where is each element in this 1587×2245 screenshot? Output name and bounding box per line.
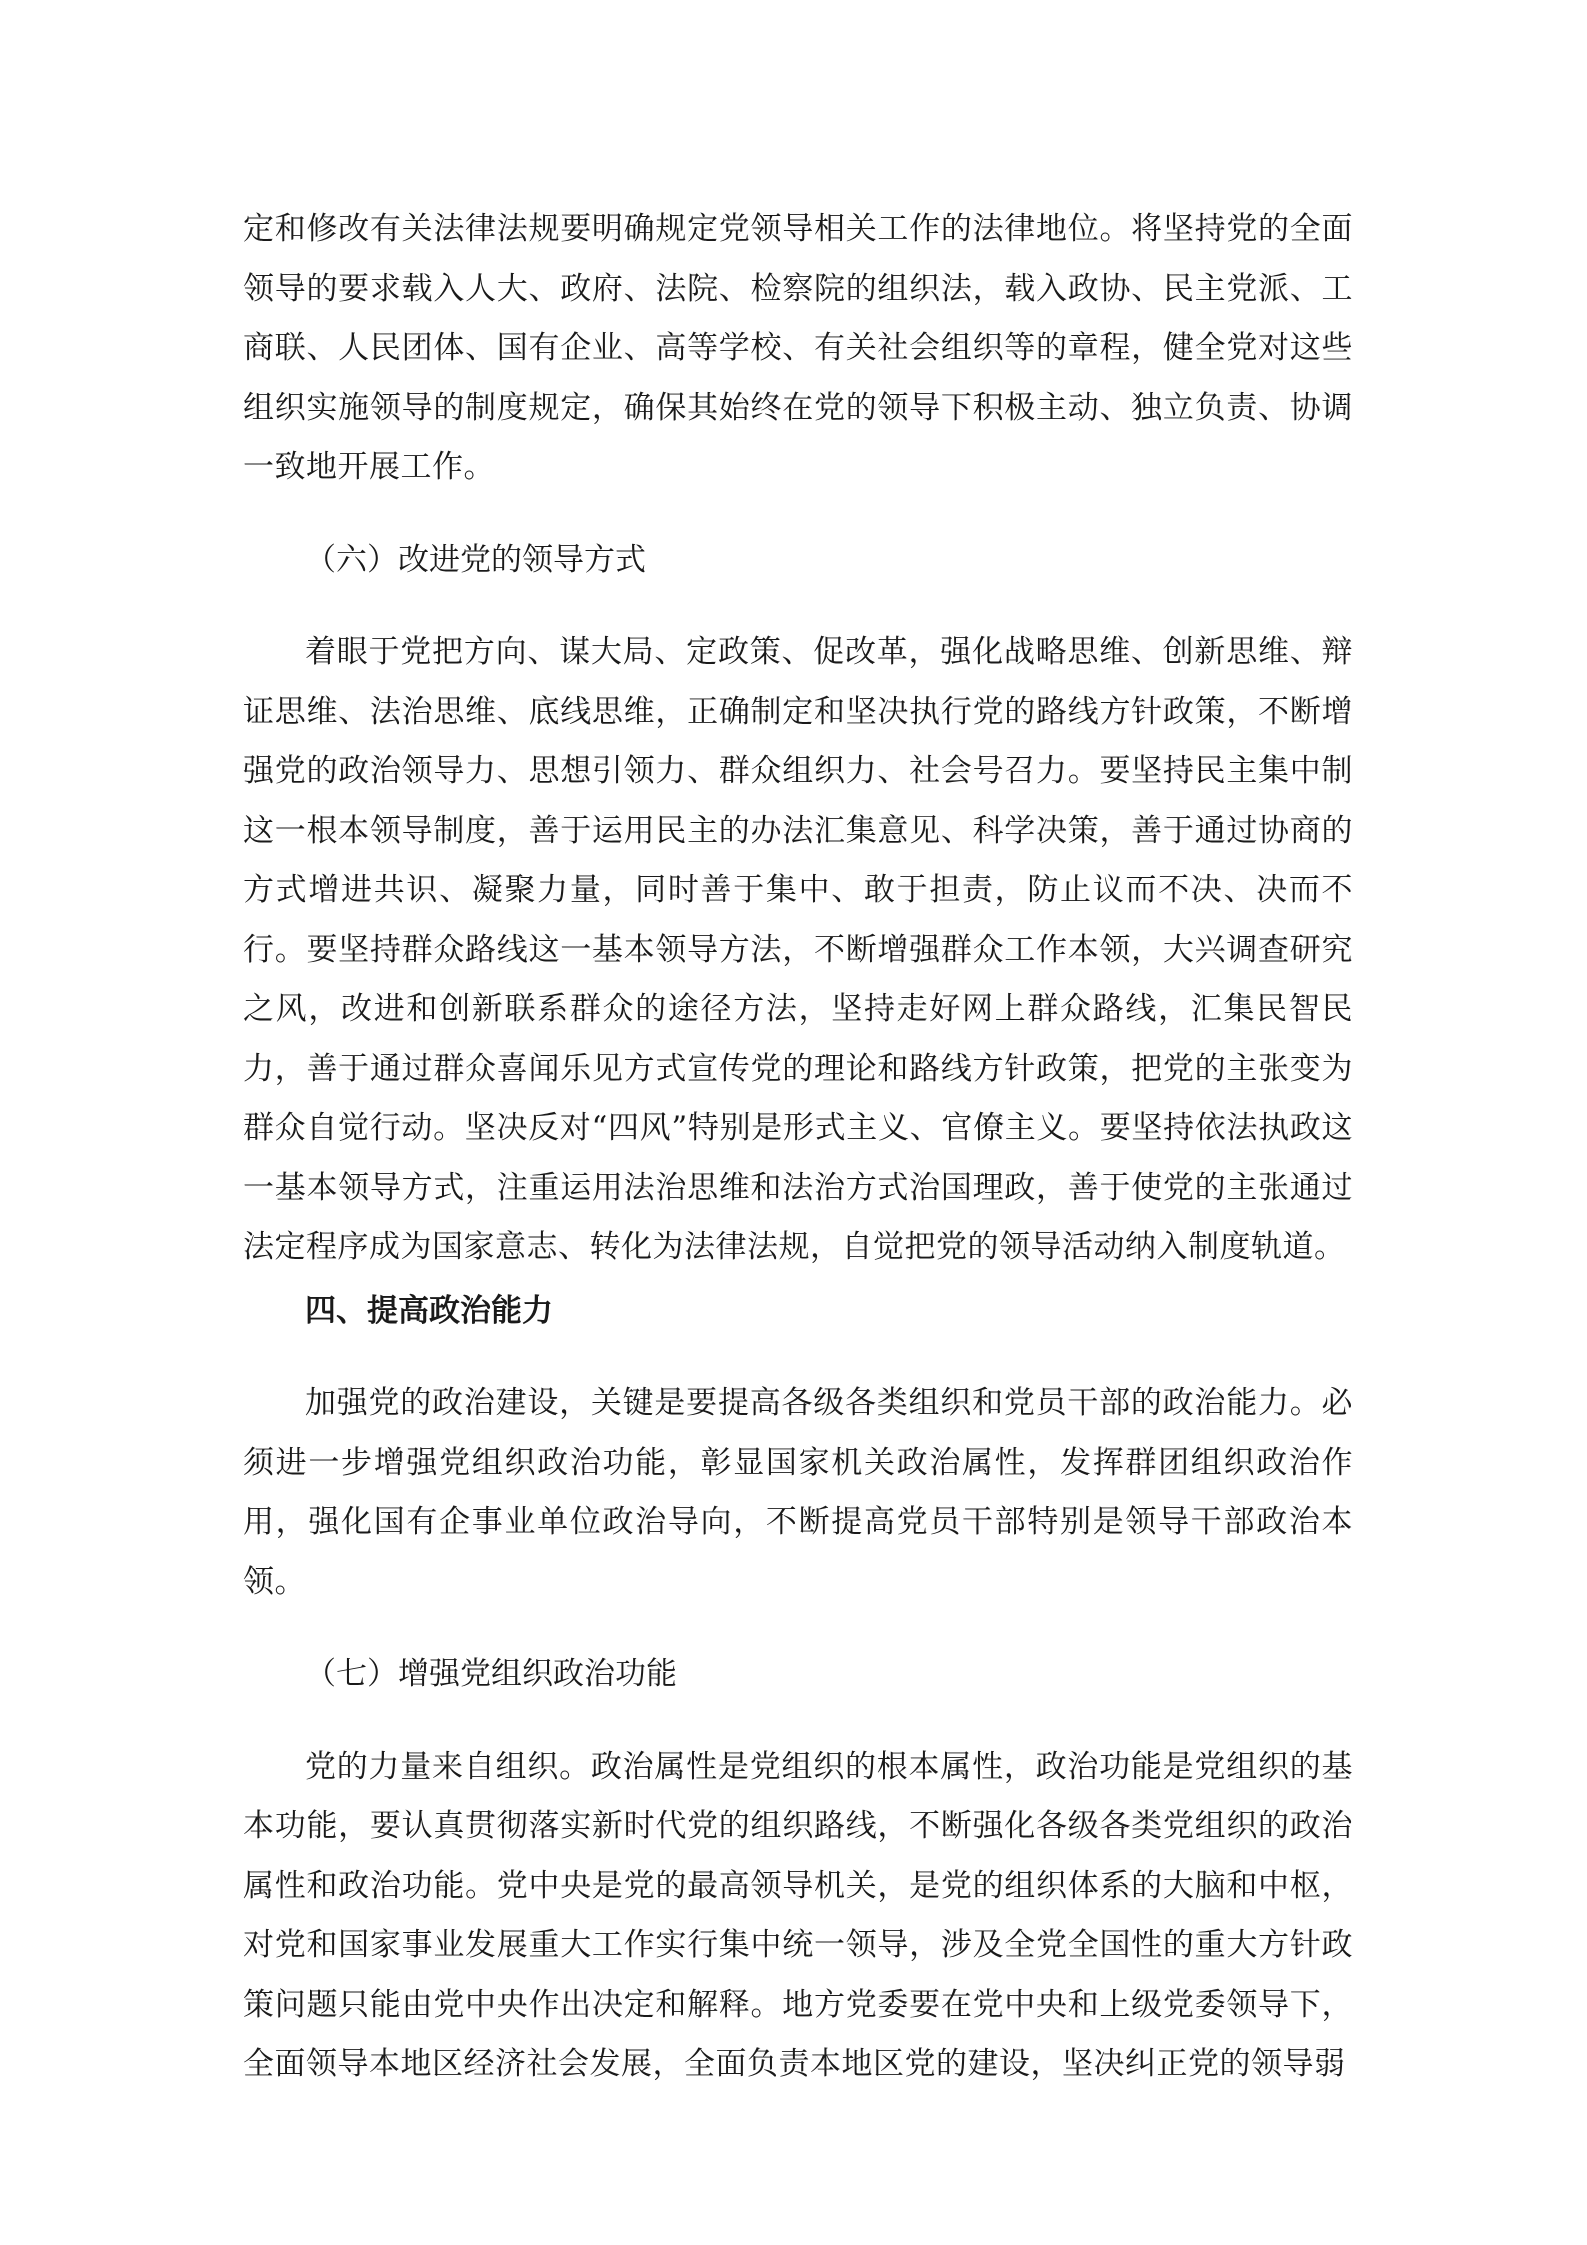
subheading-six: （六）改进党的领导方式 [305,541,646,578]
subheading-seven: （七）增强党组织政治功能 [305,1656,677,1692]
paragraph-continued: 定和修改有关法律法规要明确规定党领导相关工作的法律地位。将坚持党的全面领导的要求载入人大、政府、法院、检察院的组织法，载入政协、民主党派、工商联、人民团体、国有企业、高等学校、有关社会组织等的章程，健全党对这些组织实施领导的制度规定，确保其始终在党的领导下积极主动、独立负责、协调一致地开展工作。 [243,211,1353,485]
document-page [243,200,1353,2095]
paragraph-organization-function: 党的力量来自组织。政治属性是党组织的根本属性，政治功能是党组织的基本功能，要认真贯彻落实新时代党的组织路线，不断强化各级各类党组织的政治属性和政治功能。党中央是党的最高领导机关，是党的组织体系的大脑和中枢，对党和国家事业发展重大工作实行集中统一领导，涉及全党全国性的重大方针政策问题只能由党中央作出决定和解释。地方党委要在党中央和上级党委领导下，全面领导本地区经济社会发展，全面负责本地区党的建设，坚决纠正党的领导弱 [243,1748,1353,2082]
paragraph-leadership-methods: 着眼于党把方向、谋大局、定政策、促改革，强化战略思维、创新思维、辩证思维、法治思维、底线思维，正确制定和坚决执行党的路线方针政策，不断增强党的政治领导力、思想引领力、群众组织力、社会号召力。要坚持民主集中制这一根本领导制度，善于运用民主的办法汇集意见、科学决策，善于通过协商的方式增进共识、凝聚力量，同时善于集中、敢于担责，防止议而不决、决而不行。要坚持群众路线这一基本领导方法，不断增强群众工作本领，大兴调查研究之风，改进和创新联系群众的途径方法，坚持走好网上群众路线，汇集民智民力，善于通过群众喜闻乐见方式宣传党的理论和路线方针政策，把党的主张变为群众自觉行动。坚决反对“四风”特别是形式主义、官僚主义。要坚持依法执政这一基本领导方式，注重运用法治思维和法治方式治国理政，善于使党的主张通过法定程序成为国家意志、转化为法律法规，自觉把党的领导活动纳入制度轨道。 [243,634,1353,1265]
section-heading-four: 四、提高政治能力 [305,1292,553,1329]
paragraph-political-capability: 加强党的政治建设，关键是要提高各级各类组织和党员干部的政治能力。必须进一步增强党组织政治功能，彰显国家机关政治属性，发挥群团组织政治作用，强化国有企事业单位政治导向，不断提高党员干部特别是领导干部政治本领。 [243,1385,1353,1600]
